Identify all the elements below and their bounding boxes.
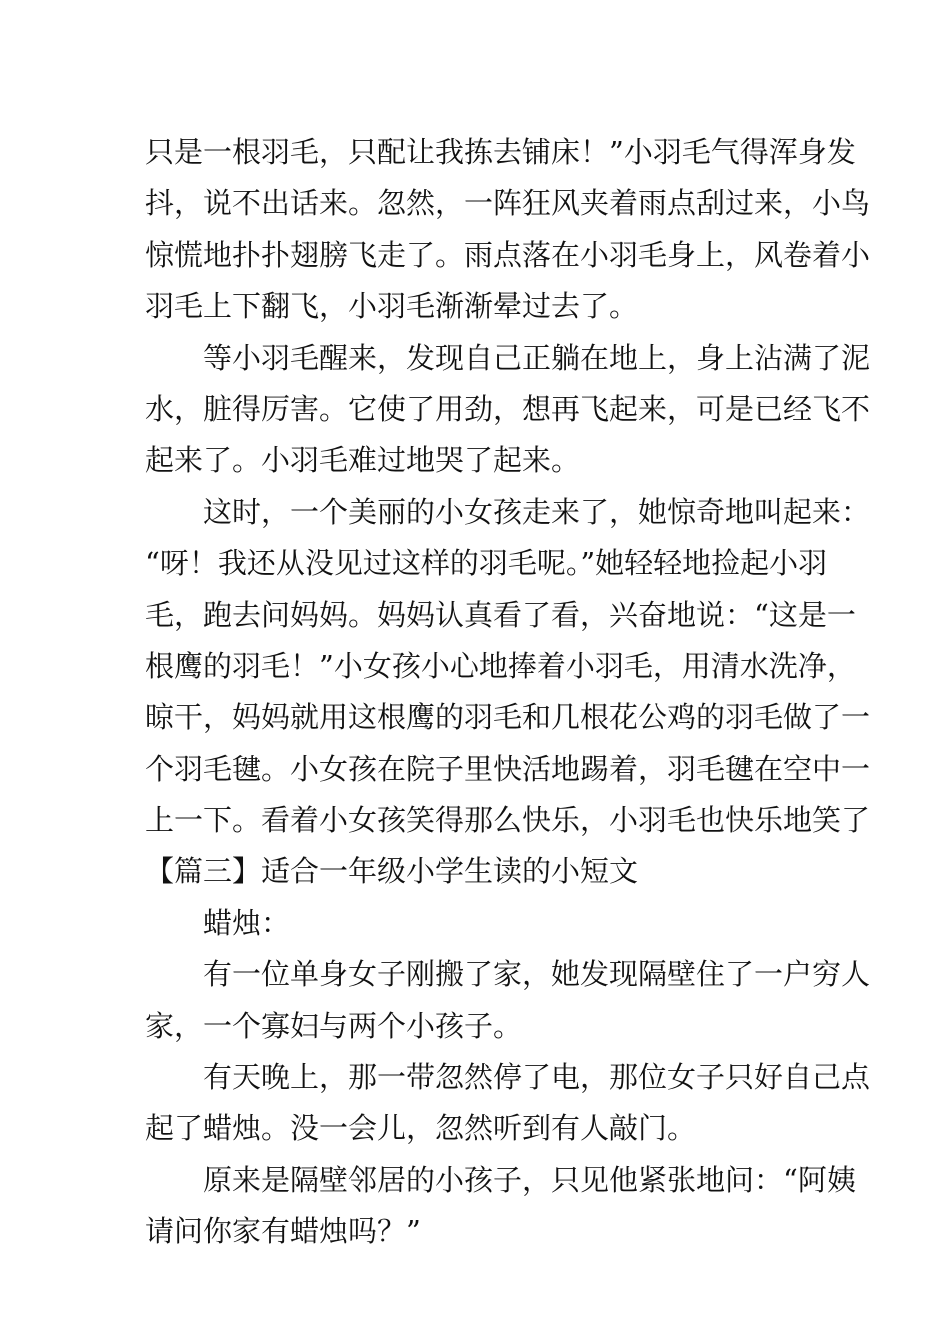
text-line: 晾干，妈妈就用这根鹰的羽毛和几根花公鸡的羽毛做了一: [145, 700, 871, 735]
text-line: 惊慌地扑扑翅膀飞走了。雨点落在小羽毛身上，风卷着小: [145, 237, 871, 272]
text-line: 起来了。小羽毛难过地哭了起来。: [145, 443, 581, 478]
text-line: 等小羽毛醒来，发现自己正躺在地上，身上沾满了泥: [203, 340, 871, 375]
text-line: 有天晚上，那一带忽然停了电，那位女子只好自己点: [203, 1060, 871, 1095]
text-line: 水，脏得厉害。它使了用劲，想再飞起来，可是已经飞不: [145, 391, 871, 426]
text-line: 羽毛上下翻飞，小羽毛渐渐晕过去了。: [145, 289, 639, 324]
text-line: 个羽毛毽。小女孩在院子里快活地踢着，羽毛毽在空中一: [145, 751, 871, 786]
text-line: 毛，跑去问妈妈。妈妈认真看了看，兴奋地说：“这是一: [145, 597, 856, 632]
document-body: [145, 127, 871, 1258]
text-line: 有一位单身女子刚搬了家，她发现隔壁住了一户穷人: [203, 957, 871, 992]
text-line: 请问你家有蜡烛吗？”: [145, 1214, 421, 1249]
text-line: 起了蜡烛。没一会儿，忽然听到有人敲门。: [145, 1111, 697, 1146]
text-line: 这时，一个美丽的小女孩走来了，她惊奇地叫起来：: [203, 494, 871, 529]
text-line: 只是一根羽毛，只配让我拣去铺床！”小羽毛气得浑身发: [145, 135, 856, 169]
text-line: 上一下。看着小女孩笑得那么快乐，小羽毛也快乐地笑了: [145, 803, 871, 838]
section-heading: 【篇三】适合一年级小学生读的小短文: [145, 854, 639, 889]
text-line: “呀！我还从没见过这样的羽毛呢。”她轻轻地捡起小羽: [145, 546, 828, 581]
story-title: 蜡烛：: [203, 905, 291, 940]
text-line: 家，一个寡妇与两个小孩子。: [145, 1008, 523, 1043]
text-line: 抖，说不出话来。忽然，一阵狂风夹着雨点刮过来，小鸟: [145, 186, 871, 221]
text-line: 根鹰的羽毛！”小女孩小心地捧着小羽毛，用清水洗净，: [145, 648, 856, 683]
text-line: 原来是隔壁邻居的小孩子，只见他紧张地问：“阿姨: [203, 1162, 856, 1197]
